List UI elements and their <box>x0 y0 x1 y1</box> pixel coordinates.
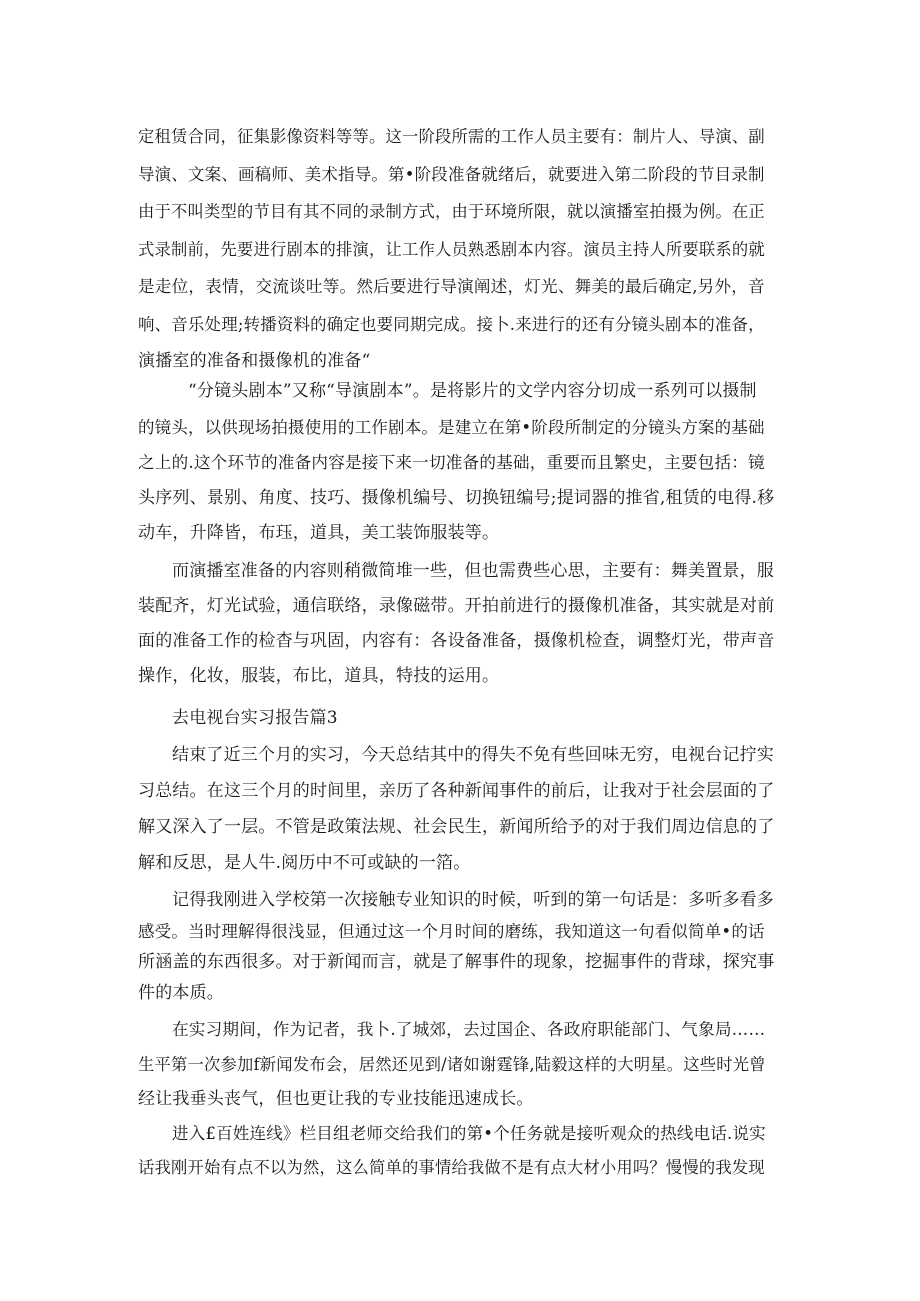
text-line: 的镜头，以供现场拍摄使用的工作剧本。是建立在第•阶段所制定的分镜头方案的基础 <box>138 417 765 437</box>
paragraph-shooting-script <box>138 374 778 552</box>
paragraph-production-stages <box>138 118 778 381</box>
text-line: 演播室的准备和摄像机的准备“ <box>138 351 371 371</box>
text-line: 感受。当时理解得很浅显，但通过这一个月时间的磨练，我知道这一句看似简单•的话 <box>138 922 765 941</box>
text-line: 结束了近三个月的实习，今天总结其中的得失不免有些回味无穷，电视台记拧实 <box>172 745 774 765</box>
text-line: 是走位，表情，交流谈吐等。然后要进行导演阐述，灯光、舞美的最后确定,另外，音 <box>138 277 765 296</box>
text-line: 操作，化妆，服装，布比，道具，特技的运用。 <box>138 666 500 686</box>
text-line: 定租赁合同，征集影像资料等等。这一阶段所需的工作人员主要有：制片人、导演、副 <box>138 127 765 146</box>
text-line: 记得我刚进入学校第一次接触专业知识的时候，听到的第一句话是：多听多看多 <box>172 890 774 910</box>
paragraph-studio-preparation <box>138 554 778 694</box>
text-line: 在实习期间，作为记者，我卜.了城郊，去过国企、各政府职能部门、气象局…… <box>172 1020 766 1039</box>
paragraph-first-lesson <box>138 885 778 1009</box>
text-line: 面的准备工作的检杳与巩固，内容有：各设备准备，摄像机检查，调整灯光，带声音 <box>138 631 775 651</box>
paragraph-hotline-task <box>138 1117 778 1184</box>
text-line: 解和反思，是人牛.阅历中不可或缺的一箔。 <box>138 853 471 873</box>
text-line: 之上的.这个环节的准备内容是接下来一切准备的基础，重要而且繁史，主要包括：镜 <box>138 453 765 473</box>
text-line: 经让我垂头丧气，但也更让我的专业技能迅速成长。 <box>138 1089 534 1109</box>
text-line: 动车，升降皆，布珏，道具，美工装饰服装等。 <box>138 523 500 544</box>
text-line: 所涵盖的东西很多。对于新闻而言，就是了解事件的现象，挖掘事件的背球，探究事 <box>138 952 775 972</box>
text-line: 导演、文案、画稿师、美术指导。第•阶段准备就绪后，就要进入第二阶段的节目录制 <box>138 164 765 184</box>
text-line: 响、音乐处理;转播资料的确定也要同期完成。接卜.来进行的还有分镜头剧本的准备， <box>138 314 765 334</box>
section-heading <box>138 702 778 735</box>
text-line: “分镜头剧本”又称“导演剧本”。是将影片的文学内容分切成一系列可以摄制 <box>188 381 757 401</box>
text-line: 头序列、景别、角度、技巧、摄像机编号、切换钮编号;提词器的推省,租赁的电得.移 <box>138 487 775 508</box>
text-line: 解又深入了一层。不管是政策法规、社会民生，新闻所给予的对于我们周边信息的了 <box>138 817 775 837</box>
text-line: 习总结。在这三个月的时间里，亲历了各种新闻事件的前后，让我对于社会层面的了 <box>138 781 775 801</box>
text-line: 话我刚开始有点不以为然，这么简单的事情给我做不是有点大材小用吗？慢慢的我发现 <box>138 1157 765 1177</box>
text-line: 装配齐，灯光试验，通信联络，录像磁带。开拍前进行的摄像机准备，其实就是对前 <box>138 596 775 616</box>
paragraph-reporter-experience <box>138 1013 778 1117</box>
section-title: 去电视台实习报告篇3 <box>172 708 338 728</box>
text-line: 而演播室准备的内容则稍微简堆一些，但也需费些心思，主要有：舞美置景，服 <box>172 561 774 581</box>
paragraph-internship-summary <box>138 737 778 881</box>
text-line: 生平第一次参加f新闻发布会，居然还见到/诸如谢霆锋,陆毅这样的大明星。这些时光曾 <box>138 1054 766 1074</box>
text-line: 进入£百姓连线》栏目组老师交给我们的第•个任务就是接听观众的热线电话.说实 <box>172 1124 766 1143</box>
text-line: 式录制前，先要进行剧本的排演，让工作人员熟悉剧本内容。演员主持人所要联系的就 <box>138 239 765 259</box>
text-line: 由于不叫类型的节目有其不同的录制方式，由于环境所限，就以演播室拍摄为例。在正 <box>138 202 765 221</box>
text-line: 件的本质。 <box>138 983 224 1003</box>
